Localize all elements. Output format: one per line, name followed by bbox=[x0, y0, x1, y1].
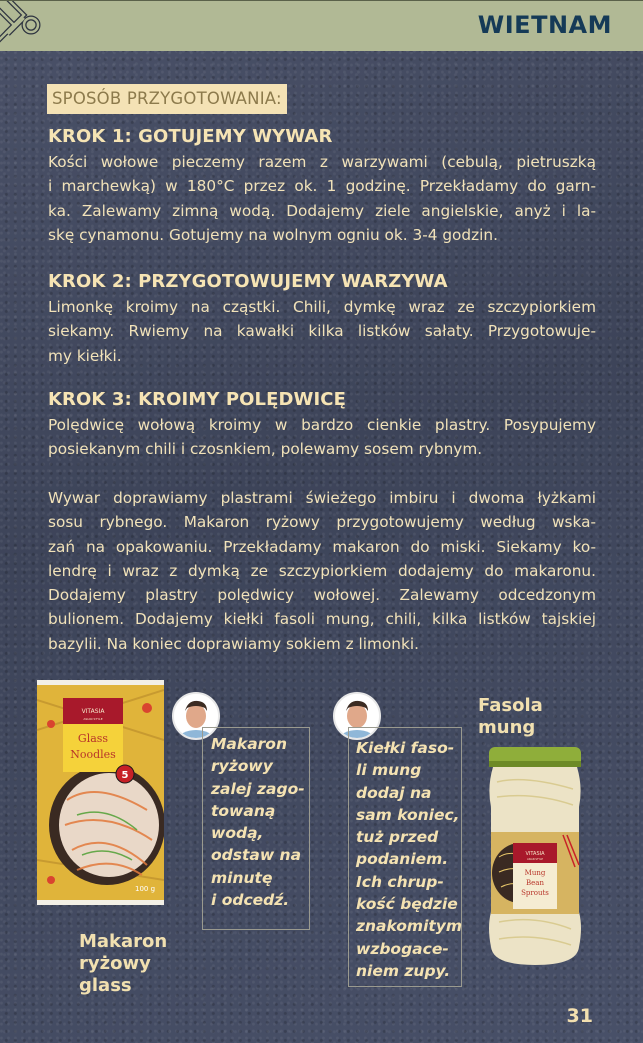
text-line: bulionem. Dodajemy kiełki fasoli mung, chili, kilka listków tajskiej bbox=[48, 610, 596, 629]
text-line: sosu rybnego. Makaron ryżowy przygotowujemy według wska- bbox=[48, 513, 596, 532]
tip-line: towaną bbox=[211, 801, 276, 820]
glass-noodles-package-image bbox=[37, 680, 164, 905]
tip-line: Ich chrup- bbox=[356, 872, 444, 891]
page-number: 31 bbox=[566, 1005, 593, 1027]
product-name-glass-noodles bbox=[79, 931, 167, 997]
svg-text:VITASIA: VITASIA bbox=[81, 708, 105, 715]
tip-line: ryżowy bbox=[211, 757, 273, 776]
svg-text:Noodles: Noodles bbox=[70, 748, 116, 761]
tip-line: li mung bbox=[356, 761, 422, 780]
text-line: Dodajemy plastry polędwicy wołowej. Zalewamy odcedzonym bbox=[48, 586, 596, 605]
product-name-mung-bean bbox=[478, 695, 543, 739]
tip-line: odstaw na bbox=[211, 846, 302, 865]
page-category-title: WIETNAM bbox=[477, 11, 612, 39]
noodle-package-icon bbox=[37, 680, 164, 905]
text-line: skę cynamonu. Gotujemy na wolnym ogniu ok. 3-4 godzin. bbox=[48, 225, 498, 244]
svg-text:100 g: 100 g bbox=[134, 885, 156, 893]
svg-text:Bean: Bean bbox=[526, 879, 544, 887]
jar-icon bbox=[485, 747, 585, 967]
endless-knot-icon bbox=[0, 1, 44, 52]
text-line: zań na opakowaniu. Przekładamy makaron do miski. Siekamy ko- bbox=[48, 537, 596, 556]
text-line: ka. Zalewamy zimną wodą. Dodajemy ziele angielskie, anyż i la- bbox=[48, 201, 596, 220]
name-line: Makaron bbox=[79, 931, 168, 952]
preparation-label: SPOSÓB PRZYGOTOWANIA: bbox=[47, 84, 287, 114]
tip-line: tuż przed bbox=[356, 828, 439, 847]
svg-text:Glass: Glass bbox=[77, 732, 109, 745]
text-line: posiekanym chili i czosnkiem, polewamy sosem rybnym. bbox=[48, 440, 483, 459]
svg-text:5: 5 bbox=[121, 770, 129, 781]
text-line: Limonkę kroimy na cząstki. Chili, dymkę wraz ze szczypiorkiem bbox=[48, 298, 596, 316]
step-2-title: KROK 2: PRZYGOTOWUJEMY WARZYWA bbox=[48, 271, 448, 292]
step-1-title: KROK 1: GOTUJEMY WYWAR bbox=[48, 126, 333, 147]
svg-text:VITASIA: VITASIA bbox=[525, 851, 545, 857]
tip-line: znakomitym bbox=[356, 917, 463, 936]
tip-line: kość będzie bbox=[356, 895, 458, 914]
name-line: glass bbox=[79, 975, 132, 996]
svg-text:Sprouts: Sprouts bbox=[521, 889, 549, 897]
text-line: Kości wołowe pieczemy razem z warzywami (cebulą, pietruszką bbox=[48, 153, 596, 171]
step-1-text bbox=[48, 150, 596, 247]
svg-text:Mung: Mung bbox=[524, 869, 546, 877]
text-line: my kiełki. bbox=[48, 346, 122, 365]
text-line: siekamy. Rwiemy na kawałki kilka listków sałaty. Przygotowuje- bbox=[48, 322, 596, 341]
name-line: ryżowy bbox=[79, 953, 151, 974]
step-2-text bbox=[48, 295, 596, 368]
tip-line: Makaron bbox=[211, 735, 287, 753]
tip-line: i odcedź. bbox=[211, 891, 290, 910]
name-line: mung bbox=[478, 717, 536, 738]
svg-text:ASIAN STYLE: ASIAN STYLE bbox=[526, 858, 544, 861]
text-line: lendrę i wraz z dymką ze szczypiorkiem dodajemy do makaronu. bbox=[48, 561, 596, 580]
text-line: Polędwicę wołową kroimy w bardzo cienkie plastry. Posypujemy bbox=[48, 416, 596, 434]
tip-text-mung bbox=[356, 737, 462, 982]
tip-line: dodaj na bbox=[356, 783, 432, 802]
tip-line: Kiełki faso- bbox=[356, 739, 455, 757]
text-line: bazylii. Na koniec doprawiamy sokiem z limonki. bbox=[48, 634, 419, 653]
tip-line: wzbogace- bbox=[356, 939, 449, 958]
tip-line: zalej zago- bbox=[211, 779, 305, 798]
final-instructions bbox=[48, 486, 596, 656]
svg-text:ASIAN STYLE: ASIAN STYLE bbox=[83, 717, 103, 721]
tip-text-noodles bbox=[211, 733, 305, 911]
name-line: Fasola bbox=[478, 695, 543, 716]
tip-line: podaniem. bbox=[356, 850, 449, 869]
tip-line: wodą, bbox=[211, 824, 264, 843]
tip-line: sam koniec, bbox=[356, 805, 460, 824]
text-line: i marchewką) w 180°C przez ok. 1 godzinę. Przekładamy do garn- bbox=[48, 177, 596, 196]
mung-bean-sprouts-jar-image bbox=[485, 747, 585, 967]
tip-line: niem zupy. bbox=[356, 961, 451, 980]
step-3-title: KROK 3: KROIMY POLĘDWICĘ bbox=[48, 389, 346, 410]
header-band bbox=[0, 0, 643, 51]
step-3-text bbox=[48, 413, 596, 462]
tip-line: minutę bbox=[211, 868, 273, 887]
text-line: Wywar doprawiamy plastrami świeżego imbiru i dwoma łyżkami bbox=[48, 489, 596, 507]
